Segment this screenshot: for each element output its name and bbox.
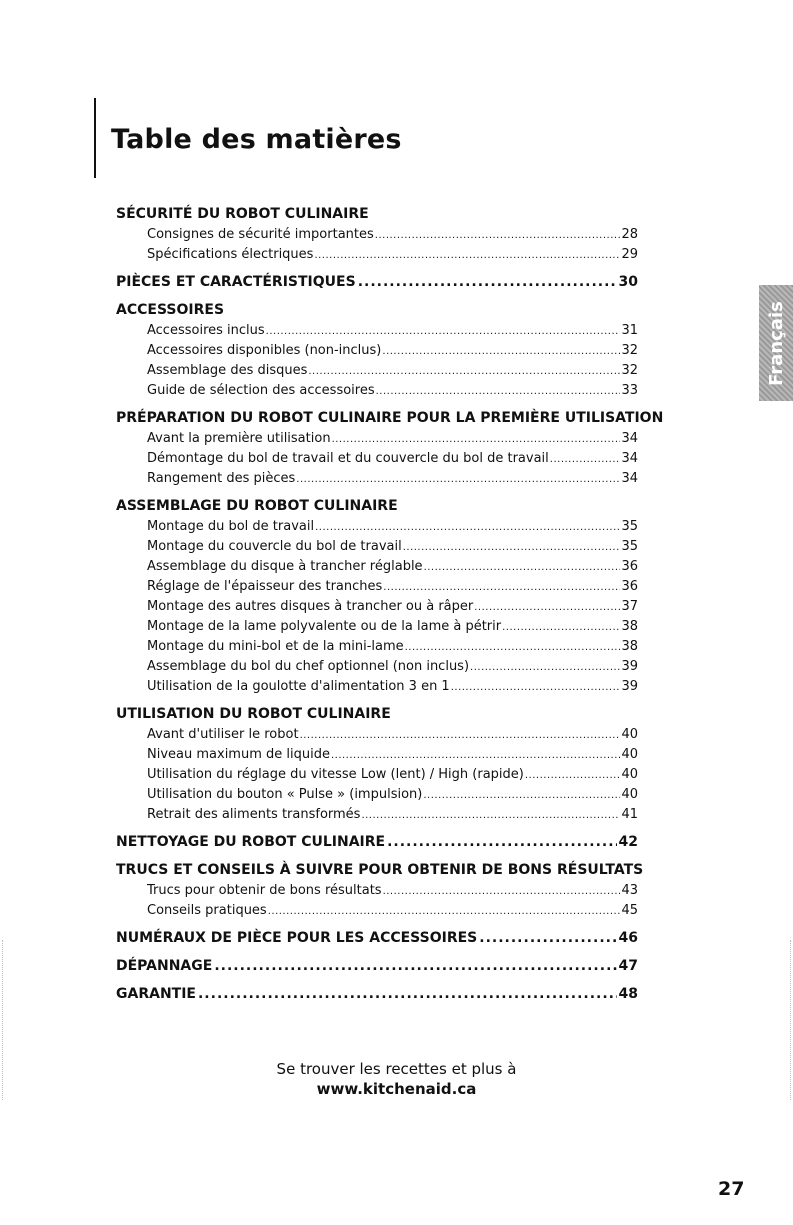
entry-label: Montage du bol de travail xyxy=(147,519,315,534)
entry-page-number: 45 xyxy=(621,903,638,918)
entry-page-number: 34 xyxy=(621,471,638,486)
entry-page-number: 28 xyxy=(621,227,638,242)
section-title: DÉPANNAGE xyxy=(116,958,213,974)
entry-label: Assemblage du disque à trancher réglable xyxy=(147,559,423,574)
entry-label: Montage du couvercle du bol de travail xyxy=(147,539,402,554)
toc-entry[interactable] xyxy=(147,245,638,265)
dot-leader xyxy=(474,598,620,618)
dot-leader xyxy=(331,746,620,766)
entry-label: Démontage du bol de travail et du couvercle du bol de travail xyxy=(147,451,549,466)
section-heading[interactable] xyxy=(116,831,638,853)
section-title: NETTOYAGE DU ROBOT CULINAIRE xyxy=(116,834,386,850)
toc-section xyxy=(116,955,638,983)
section-heading[interactable] xyxy=(116,299,638,321)
dot-leader xyxy=(268,902,621,922)
entry-label: Conseils pratiques xyxy=(147,903,267,918)
dot-leader xyxy=(405,638,621,658)
dot-leader xyxy=(361,806,620,826)
section-heading[interactable] xyxy=(116,703,638,725)
language-tab-label: Français xyxy=(765,300,787,386)
toc-entry[interactable] xyxy=(147,881,638,901)
toc-section xyxy=(116,299,638,407)
toc-entry[interactable] xyxy=(147,321,638,341)
footer xyxy=(0,1060,793,1098)
toc-entry[interactable] xyxy=(147,469,638,489)
footer-text: Se trouver les recettes et plus à xyxy=(276,1060,517,1078)
toc-entry[interactable] xyxy=(147,577,638,597)
entry-page-number: 33 xyxy=(621,383,638,398)
section-heading[interactable] xyxy=(116,955,638,977)
page-number: 27 xyxy=(718,1178,745,1200)
dot-leader xyxy=(383,578,620,598)
dot-leader xyxy=(470,658,620,678)
dot-leader xyxy=(403,538,621,558)
section-heading[interactable] xyxy=(116,203,638,225)
toc-section xyxy=(116,927,638,955)
dot-leader xyxy=(423,786,620,806)
entry-page-number: 36 xyxy=(621,579,638,594)
toc-entry[interactable] xyxy=(147,725,638,745)
entry-label: Utilisation du réglage du vitesse Low (lent) / High (rapide) xyxy=(147,767,524,782)
entry-page-number: 34 xyxy=(621,431,638,446)
dot-leader xyxy=(424,558,621,578)
section-page-number: 47 xyxy=(618,958,638,974)
toc-entry[interactable] xyxy=(147,361,638,381)
section-page-number: 46 xyxy=(618,930,638,946)
section-page-number: 30 xyxy=(618,274,638,290)
dot-leader xyxy=(376,382,621,402)
toc-entry[interactable] xyxy=(147,901,638,921)
entry-page-number: 39 xyxy=(621,679,638,694)
toc-entry[interactable] xyxy=(147,765,638,785)
dot-leader xyxy=(479,927,616,949)
entry-label: Rangement des pièces xyxy=(147,471,296,486)
toc-section xyxy=(116,859,644,927)
section-title: TRUCS ET CONSEILS À SUIVRE POUR OBTENIR DE BONS RÉSULTATS xyxy=(116,862,644,878)
toc-entry[interactable] xyxy=(147,449,638,469)
dot-leader xyxy=(308,362,620,382)
page-title: Table des matières xyxy=(111,124,402,155)
section-heading[interactable] xyxy=(116,407,664,429)
section-page-number: 48 xyxy=(618,986,638,1002)
entry-page-number: 40 xyxy=(621,727,638,742)
toc-entry[interactable] xyxy=(147,677,638,697)
toc-entry[interactable] xyxy=(147,381,638,401)
entry-label: Guide de sélection des accessoires xyxy=(147,383,375,398)
entry-label: Avant d'utiliser le robot xyxy=(147,727,299,742)
dot-leader xyxy=(525,766,621,786)
dot-leader xyxy=(296,470,620,490)
dot-leader xyxy=(358,271,617,293)
toc-section xyxy=(116,203,638,271)
dot-leader xyxy=(214,955,616,977)
toc-section xyxy=(116,703,638,831)
entry-label: Montage de la lame polyvalente ou de la lame à pétrir xyxy=(147,619,502,634)
toc-entry[interactable] xyxy=(147,805,638,825)
section-title: NUMÉRAUX DE PIÈCE POUR LES ACCESSOIRES xyxy=(116,930,478,946)
dot-leader xyxy=(198,983,617,1005)
entry-label: Assemblage des disques xyxy=(147,363,308,378)
dot-leader xyxy=(550,450,621,470)
dot-leader xyxy=(314,246,620,266)
entry-page-number: 32 xyxy=(621,363,638,378)
entry-page-number: 40 xyxy=(621,767,638,782)
entry-label: Montage des autres disques à trancher ou à râper xyxy=(147,599,474,614)
dot-leader xyxy=(382,342,620,362)
section-heading[interactable] xyxy=(116,983,638,1005)
section-gap xyxy=(116,1005,638,1011)
section-heading[interactable] xyxy=(116,495,638,517)
entry-page-number: 37 xyxy=(621,599,638,614)
entry-label: Accessoires disponibles (non-inclus) xyxy=(147,343,382,358)
toc-section xyxy=(116,831,638,859)
language-tab xyxy=(759,285,793,401)
dot-leader xyxy=(332,430,621,450)
entry-label: Spécifications électriques xyxy=(147,247,314,262)
entry-page-number: 38 xyxy=(621,619,638,634)
entry-label: Accessoires inclus xyxy=(147,323,265,338)
entry-label: Utilisation du bouton « Pulse » (impulsion) xyxy=(147,787,423,802)
toc-entry[interactable] xyxy=(147,341,638,361)
entry-label: Assemblage du bol du chef optionnel (non inclus) xyxy=(147,659,470,674)
section-page-number: 42 xyxy=(618,834,638,850)
toc-entry[interactable] xyxy=(147,657,638,677)
toc-entry[interactable] xyxy=(147,517,638,537)
section-title: UTILISATION DU ROBOT CULINAIRE xyxy=(116,706,391,722)
entry-page-number: 34 xyxy=(621,451,638,466)
dot-leader xyxy=(300,726,621,746)
dot-leader xyxy=(502,618,620,638)
section-heading[interactable] xyxy=(116,271,638,293)
entry-page-number: 35 xyxy=(621,519,638,534)
entry-page-number: 38 xyxy=(621,639,638,654)
section-title: PRÉPARATION DU ROBOT CULINAIRE POUR LA PREMIÈRE UTILISATION xyxy=(116,410,664,426)
footer-link[interactable]: www.kitchenaid.ca xyxy=(316,1080,477,1098)
dot-leader xyxy=(315,518,620,538)
dot-leader xyxy=(451,678,621,698)
toc-entry[interactable] xyxy=(147,429,638,449)
entry-label: Trucs pour obtenir de bons résultats xyxy=(147,883,382,898)
toc-section xyxy=(116,407,664,495)
toc-entry[interactable] xyxy=(147,597,638,617)
section-title: SÉCURITÉ DU ROBOT CULINAIRE xyxy=(116,206,369,222)
section-title: ASSEMBLAGE DU ROBOT CULINAIRE xyxy=(116,498,398,514)
dot-leader xyxy=(375,226,621,246)
entry-page-number: 36 xyxy=(621,559,638,574)
section-title: ACCESSOIRES xyxy=(116,302,225,318)
entry-label: Montage du mini-bol et de la mini-lame xyxy=(147,639,404,654)
table-of-contents xyxy=(116,203,664,1011)
entry-label: Consignes de sécurité importantes xyxy=(147,227,374,242)
entry-page-number: 35 xyxy=(621,539,638,554)
dot-leader xyxy=(383,882,621,902)
entry-page-number: 41 xyxy=(621,807,638,822)
entry-page-number: 31 xyxy=(621,323,638,338)
entry-page-number: 40 xyxy=(621,747,638,762)
toc-entry[interactable] xyxy=(147,537,638,557)
toc-entry[interactable] xyxy=(147,745,638,765)
toc-entry[interactable] xyxy=(147,785,638,805)
section-title: GARANTIE xyxy=(116,986,196,1002)
section-heading[interactable] xyxy=(116,859,644,881)
entry-page-number: 32 xyxy=(621,343,638,358)
dot-leader xyxy=(266,322,621,342)
toc-section xyxy=(116,983,638,1011)
entry-label: Niveau maximum de liquide xyxy=(147,747,330,762)
entry-page-number: 43 xyxy=(621,883,638,898)
entry-label: Réglage de l'épaisseur des tranches xyxy=(147,579,383,594)
toc-section xyxy=(116,495,638,703)
toc-entry[interactable] xyxy=(147,557,638,577)
toc-entry[interactable] xyxy=(147,617,638,637)
entry-label: Avant la première utilisation xyxy=(147,431,331,446)
entry-page-number: 40 xyxy=(621,787,638,802)
toc-entry[interactable] xyxy=(147,637,638,657)
entry-label: Utilisation de la goulotte d'alimentation 3 en 1 xyxy=(147,679,450,694)
toc-section xyxy=(116,271,638,299)
section-title: PIÈCES ET CARACTÉRISTIQUES xyxy=(116,274,356,290)
entry-page-number: 29 xyxy=(621,247,638,262)
dot-leader xyxy=(387,831,616,853)
entry-label: Retrait des aliments transformés xyxy=(147,807,361,822)
entry-page-number: 39 xyxy=(621,659,638,674)
toc-entry[interactable] xyxy=(147,225,638,245)
section-heading[interactable] xyxy=(116,927,638,949)
title-rule xyxy=(94,98,96,178)
